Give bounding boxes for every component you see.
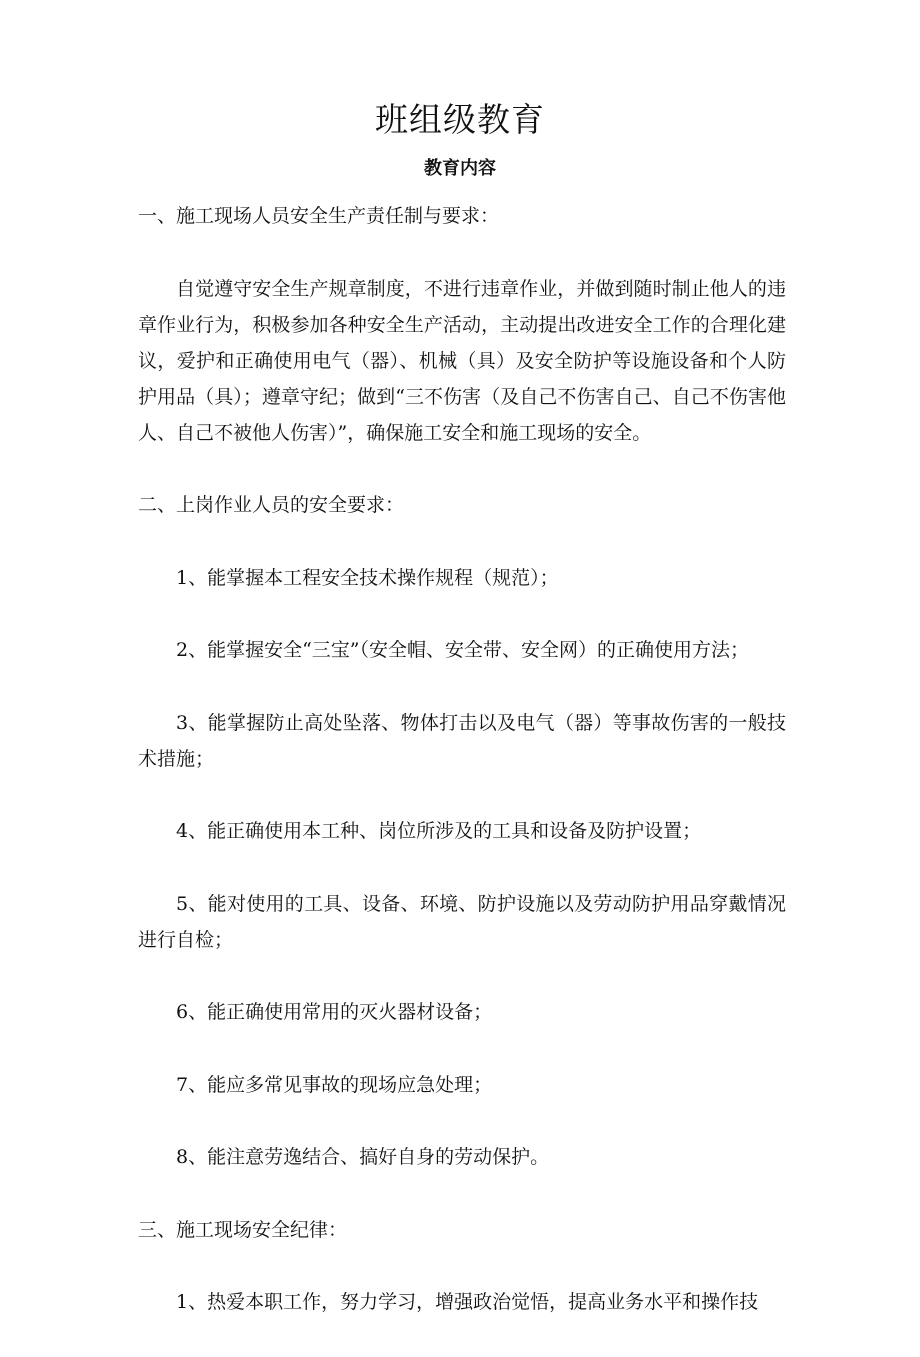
list-item: 3、能掌握防止高处坠落、物体打击以及电气（器）等事故伤害的一般技术措施； <box>138 711 786 770</box>
document-title: 班组级教育 <box>375 100 545 139</box>
section-heading-2: 二、上岗作业人员的安全要求： <box>138 494 405 516</box>
list-item: 2、能掌握安全“三宝”（安全帽、安全带、安全网）的正确使用方法； <box>176 639 750 661</box>
list-item: 1、能掌握本工程安全技术操作规程（规范）； <box>176 566 559 589</box>
list-item: 7、能应多常见事故的现场应急处理； <box>176 1073 493 1096</box>
paragraph-responsibility: 自觉遵守安全生产规章制度，不进行违章作业，并做到随时制止他人的违章作业行为，积极参加各种安全生产活动，主动提出改进安全工作的合理化建议，爱护和正确使用电气（器）、机械（具）及安全防护等设施设备和个人防护用品（具）；遵章守纪；做到“三不伤害（及自己不伤害自己、自己不伤害他人、自己不被他人伤害）”，确保施工安全和施工现场的安全。 <box>138 277 786 444</box>
document-subtitle: 教育内容 <box>424 158 496 179</box>
list-item: 6、能正确使用常用的灭火器材设备； <box>176 1001 493 1023</box>
list-item: 5、能对使用的工具、设备、环境、防护设施以及劳动防护用品穿戴情况进行自检； <box>138 892 786 951</box>
list-item: 4、能正确使用本工种、岗位所涉及的工具和设备及防护设置； <box>176 820 702 842</box>
list-item: 8、能注意劳逸结合、搞好自身的劳动保护。 <box>176 1146 550 1168</box>
section-heading-1: 一、施工现场人员安全生产责任制与要求： <box>138 205 500 227</box>
list-item: 1、热爱本职工作，努力学习，增强政治觉悟，提高业务水平和操作技 <box>176 1291 759 1313</box>
document-body <box>138 198 786 1357</box>
section-heading-3: 三、施工现场安全纪律： <box>138 1218 348 1241</box>
